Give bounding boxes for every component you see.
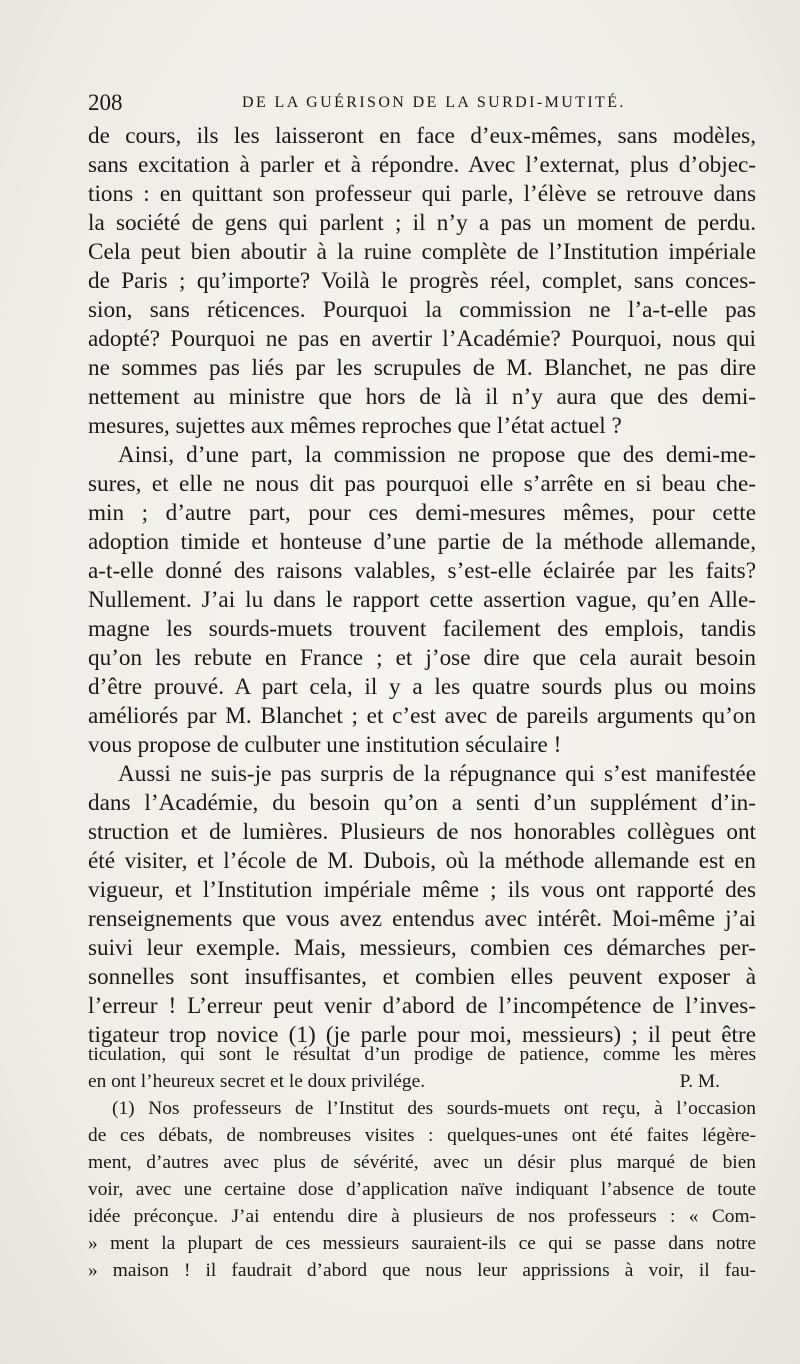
text-line: d’être prouvé. A part cela, il y a les quatre sourds plus ou moins bbox=[88, 674, 756, 700]
text-line: de cours, ils les laisseront en face d’eux-mêmes, sans modèles, bbox=[88, 123, 756, 149]
text-line: la société de gens qui parlent ; il n’y a pas un moment de perdu. bbox=[88, 210, 756, 236]
footnote-line: ticulation, qui sont le résultat d’un prodige de patience, comme les mères bbox=[88, 1044, 756, 1065]
text-line: améliorés par M. Blanchet ; et c’est avec de pareils arguments qu’on bbox=[88, 703, 756, 729]
running-head bbox=[88, 90, 756, 120]
text-line: tigateur trop novice (1) (je parle pour moi, messieurs) ; il peut être bbox=[88, 1022, 756, 1048]
footnote-signed-line bbox=[88, 1068, 756, 1095]
footnotes bbox=[88, 1041, 756, 1284]
text-line: dans l’Académie, du besoin qu’on a senti d’un supplément d’in- bbox=[88, 790, 756, 816]
text-line: sans excitation à parler et à répondre. Avec l’externat, plus d’objec- bbox=[88, 152, 756, 178]
text-line: adoption timide et honteuse d’une partie de la méthode allemande, bbox=[88, 529, 756, 555]
footnote-line: de ces débats, de nombreuses visites : quelques-unes ont été faites légère- bbox=[88, 1125, 756, 1146]
body-text bbox=[88, 122, 756, 1050]
text-line: adopté? Pourquoi ne pas en avertir l’Académie? Pourquoi, nous qui bbox=[88, 326, 756, 352]
text-line: Nullement. J’ai lu dans le rapport cette assertion vague, qu’en Alle- bbox=[88, 587, 756, 613]
footnote-line: (1) Nos professeurs de l’Institut des sourds-muets ont reçu, à l’occasion bbox=[112, 1098, 756, 1119]
text-line: min ; d’autre part, pour ces demi-mesures mêmes, pour cette bbox=[88, 500, 756, 526]
text-line: sonnelles sont insuffisantes, et combien elles peuvent exposer à bbox=[88, 964, 756, 990]
footnote-line: » ment la plupart de ces messieurs sauraient-ils ce qui se passe dans notre bbox=[88, 1233, 756, 1254]
footnote-signature: P. M. bbox=[679, 1071, 720, 1092]
text-line: mesures, sujettes aux mêmes reproches que l’état actuel ? bbox=[88, 413, 622, 439]
text-line: a-t-elle donné des raisons valables, s’est-elle éclairée par les faits? bbox=[88, 558, 756, 584]
text-line: struction et de lumières. Plusieurs de nos honorables collègues ont bbox=[88, 819, 756, 845]
footnote-line: ment, d’autres avec plus de sévérité, avec un désir plus marqué de bien bbox=[88, 1152, 756, 1173]
footnote-line: » maison ! il faudrait d’abord que nous leur apprissions à voir, il fau- bbox=[88, 1260, 756, 1281]
text-line: qu’on les rebute en France ; et j’ose dire que cela aurait besoin bbox=[88, 645, 756, 671]
text-line: suivi leur exemple. Mais, messieurs, combien ces démarches per- bbox=[88, 935, 756, 961]
text-line: de Paris ; qu’importe? Voilà le progrès réel, complet, sans conces- bbox=[88, 268, 756, 294]
text-line: sures, et elle ne nous dit pas pourquoi elle s’arrête en si beau che- bbox=[88, 471, 756, 497]
page-number: 208 bbox=[88, 90, 123, 115]
text-line: tions : en quittant son professeur qui parle, l’élève se retrouve dans bbox=[88, 181, 756, 207]
footnote-line: idée préconçue. J’ai entendu dire à plusieurs de nos professeurs : « Com- bbox=[88, 1206, 756, 1227]
text-line: Aussi ne suis-je pas surpris de la répugnance qui s’est manifestée bbox=[118, 761, 756, 787]
text-line: nettement au ministre que hors de là il n’y aura que des demi- bbox=[88, 384, 756, 410]
running-title: DE LA GUÉRISON DE LA SURDI-MUTITÉ. bbox=[242, 94, 626, 111]
text-line: ne sommes pas liés par les scrupules de M. Blanchet, ne pas dire bbox=[88, 355, 756, 381]
text-line: magne les sourds-muets trouvent facilement des emplois, tandis bbox=[88, 616, 756, 642]
footnote-line: en ont l’heureux secret et le doux privilége. bbox=[88, 1071, 426, 1092]
text-line: l’erreur ! L’erreur peut venir d’abord de l’incompétence de l’inves- bbox=[88, 993, 756, 1019]
footnote-line: voir, avec une certaine dose d’application naïve indiquant l’absence de toute bbox=[88, 1179, 756, 1200]
text-line: été visiter, et l’école de M. Dubois, où la méthode allemande est en bbox=[88, 848, 756, 874]
text-line: vigueur, et l’Institution impériale même ; ils vous ont rapporté des bbox=[88, 877, 756, 903]
text-line: vous propose de culbuter une institution séculaire ! bbox=[88, 732, 562, 758]
text-line: Cela peut bien aboutir à la ruine complète de l’Institution impériale bbox=[88, 239, 756, 265]
text-line: sion, sans réticences. Pourquoi la commission ne l’a-t-elle pas bbox=[88, 297, 756, 323]
text-line: Ainsi, d’une part, la commission ne propose que des demi-me- bbox=[118, 442, 756, 468]
text-line: renseignements que vous avez entendus avec intérêt. Moi-même j’ai bbox=[88, 906, 756, 932]
